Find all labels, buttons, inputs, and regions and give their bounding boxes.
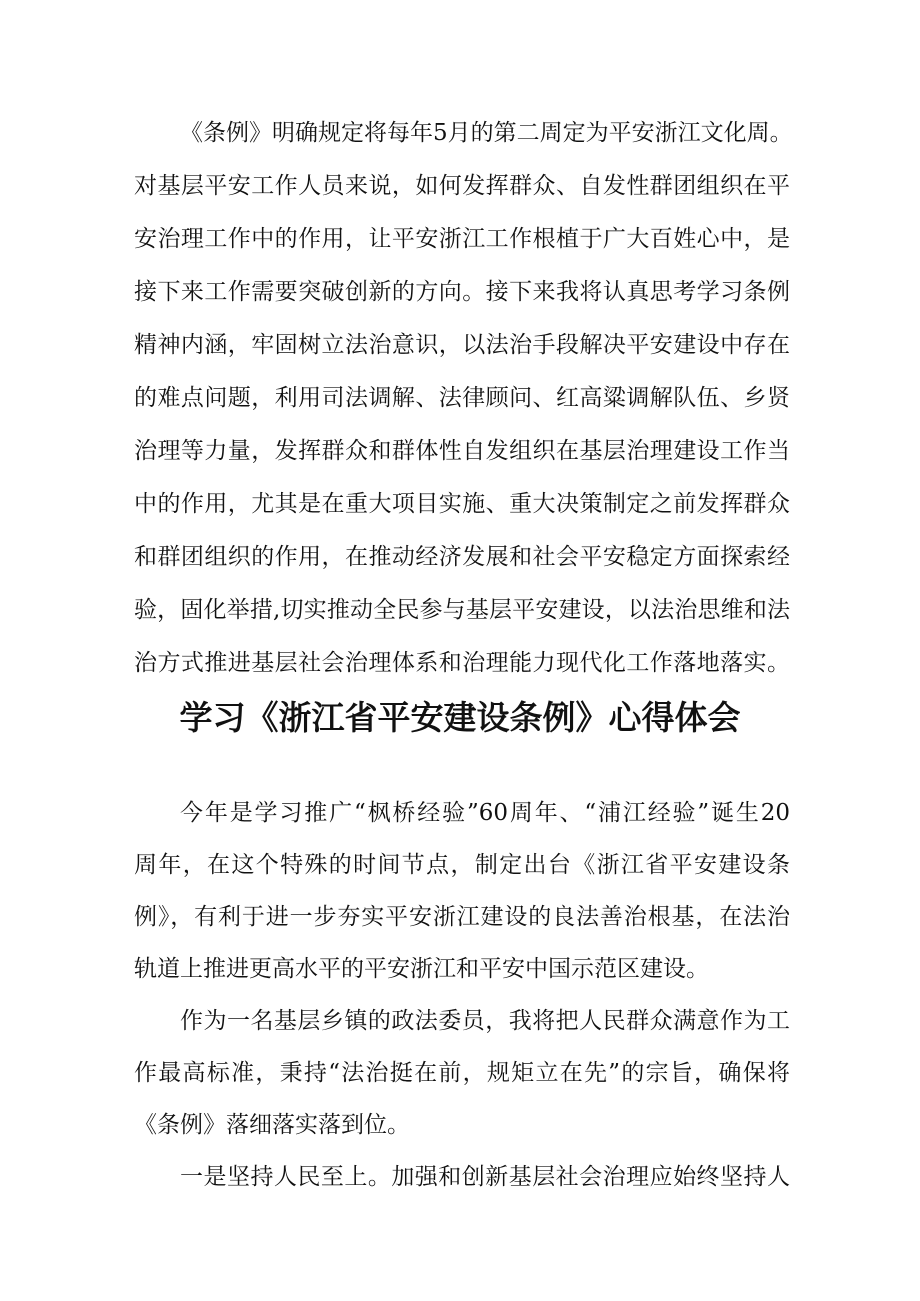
text-line: 的难点问题，利用司法调解、法律顾问、红高粱调解队伍、乡贤: [134, 385, 790, 411]
article-title: 学习《浙江省平安建设条例》心得体会: [179, 698, 741, 737]
text-line: 例》，有利于进一步夯实平安浙江建设的良法善治根基，在法治: [134, 904, 790, 930]
text-line: 《条例》明确规定将每年5月的第二周定为平安浙江文化周。: [180, 120, 793, 146]
text-line: 《条例》落细落实落到位。: [134, 1112, 410, 1138]
text-line: 精神内涵，牢固树立法治意识，以法治手段解决平安建设中存在: [134, 332, 790, 358]
text-line: 一是坚持人民至上。加强和创新基层社会治理应始终坚持人: [180, 1164, 790, 1190]
text-line: 对基层平安工作人员来说，如何发挥群众、自发性群团组织在平: [134, 173, 790, 199]
text-line: 和群团组织的作用，在推动经济发展和社会平安稳定方面探索经: [134, 544, 790, 570]
text-line: 接下来工作需要突破创新的方向。接下来我将认真思考学习条例: [134, 279, 790, 305]
text-line: 安治理工作中的作用，让平安浙江工作根植于广大百姓心中，是: [134, 226, 790, 252]
text-line: 治理等力量，发挥群众和群体性自发组织在基层治理建设工作当: [134, 438, 790, 464]
text-line: 验，固化举措,切实推动全民参与基层平安建设，以法治思维和法: [134, 597, 790, 623]
text-line: 今年是学习推广“枫桥经验”60周年、“浦江经验”诞生20: [180, 800, 790, 826]
text-line: 轨道上推进更高水平的平安浙江和平安中国示范区建设。: [134, 956, 709, 982]
text-line: 中的作用，尤其是在重大项目实施、重大决策制定之前发挥群众: [134, 491, 790, 517]
text-line: 治方式推进基层社会治理体系和治理能力现代化工作落地落实。: [134, 650, 790, 676]
text-line: 作为一名基层乡镇的政法委员，我将把人民群众满意作为工: [180, 1008, 790, 1034]
text-line: 周年，在这个特殊的时间节点，制定出台《浙江省平安建设条: [134, 852, 790, 878]
text-line: 作最高标准，秉持“法治挺在前，规矩立在先”的宗旨，确保将: [134, 1060, 790, 1086]
